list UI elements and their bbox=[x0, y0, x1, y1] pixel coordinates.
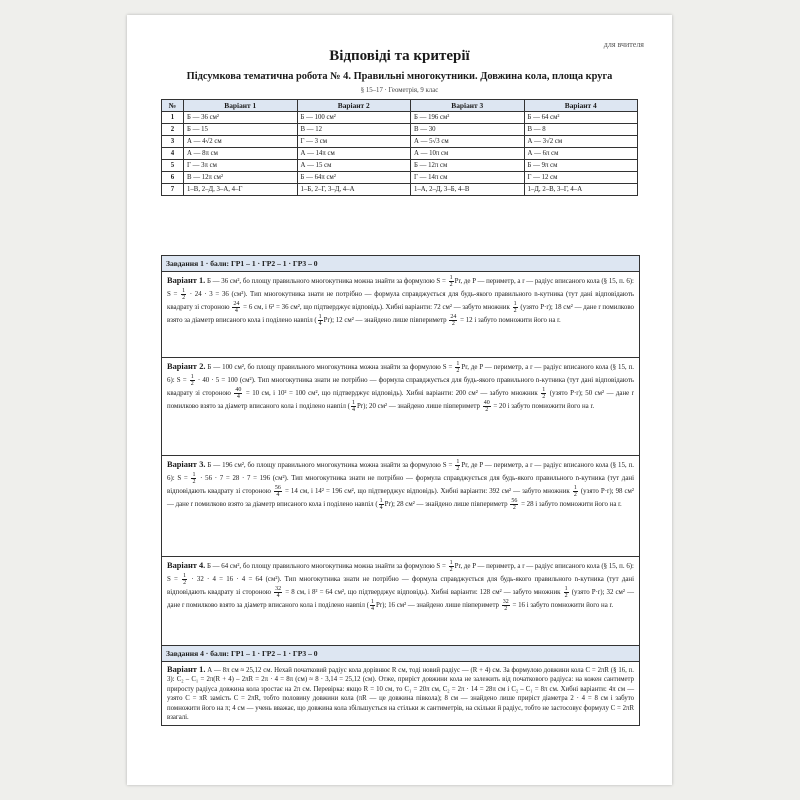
answer-cell: Г — 3π см bbox=[184, 160, 298, 172]
task-1-variant-1 bbox=[162, 272, 639, 358]
variant-text: = 6 см, і 6² = 36 см², що підтверджує відповідь). Хибні варіанти: 72 см² — забуто множник bbox=[243, 304, 510, 312]
row-number: 4 bbox=[162, 148, 184, 160]
table-row bbox=[162, 160, 638, 172]
variant-text: Б — 36 см², бо площу правильного многокутника можна знайти за формулою S = bbox=[207, 278, 446, 286]
answer-cell: Б — 64π см² bbox=[297, 172, 411, 184]
variant-text: · 32 · 4 = 16 · 4 = 64 (см²). Тип многокутника знати не потрібно — формула справджується для будь-якого правильного n-кутника (тут дані відповідають квадрату зі стороною bbox=[167, 576, 635, 597]
variant-text: (узято P·r); 18 см² — дане r помилково взято за діаметр вписаного кола і поділено навпіл ( bbox=[167, 304, 634, 325]
variant-text: · 56 · 7 = 28 · 7 = 196 (см²). Тип многокутника знати не потрібно — формула справджується для будь-якого правильного n-кутника (тут дані відповідають квадрату зі стороною bbox=[167, 475, 634, 496]
fraction: $\frac{1}{2}$ bbox=[564, 586, 568, 599]
variant-text: Pr, де P — периметр, а r — радіус вписаного кола (§ 15, п. 6): S = bbox=[167, 462, 634, 483]
variant-label: Варіант 1. bbox=[167, 665, 206, 674]
variant-text: Pr); 16 см² — знайдено лише півпериметр bbox=[376, 602, 499, 610]
variant-text: (узято P·r); 32 см² — дане r помилково взято за діаметр вписаного кола і поділено навпіл ( bbox=[167, 589, 634, 610]
variant-label: Варіант 2. bbox=[167, 362, 206, 372]
variant-text: · 40 · 5 = 100 (см²). Тип многокутника знати не потрібно — формула справджується для будь-якого правильного n-кутника (тут дані відповідають квадрату зі стороною bbox=[167, 377, 634, 398]
fraction: $\frac{1}{4}$ bbox=[351, 400, 355, 413]
answer-cell: 1–Б, 2–Г, 3–Д, 4–А bbox=[297, 184, 411, 196]
variant-text: = 14 см, і 14² = 196 см², що підтверджує відповідь). Хибні варіанти: 392 см² — забуто множник bbox=[284, 488, 570, 496]
variant-text: = 8 см, і 8² = 64 см², що підтверджує відповідь). Хибні варіанти: 128 см² — забуто множник bbox=[285, 589, 561, 597]
fraction: $\frac{1}{2}$ bbox=[456, 361, 460, 374]
variant-text: (узято P·r); 98 см² — дане r помилково взято за діаметр вписаного кола і поділено навпіл ( bbox=[167, 488, 634, 509]
header-cell: № bbox=[162, 100, 184, 112]
answer-cell: В — 30 bbox=[411, 124, 525, 136]
fraction: $\frac{1}{2}$ bbox=[456, 459, 460, 472]
section-note: § 15–17 · Геометрія, 9 клас bbox=[360, 87, 439, 94]
answer-cell: В — 8 bbox=[524, 124, 638, 136]
answer-cell: Г — 12 см bbox=[524, 172, 638, 184]
answer-cell: Б — 15 bbox=[184, 124, 298, 136]
variant-text: = 16 і забуто помножити його на r. bbox=[512, 602, 614, 610]
variant-text: · 24 · 3 = 36 (см²). Тип многокутника знати не потрібно — формула справджується для будь-якого правильного n-кутника (тут дані відповідають квадрату зі стороною bbox=[167, 291, 634, 312]
fraction: $\frac{32}{4}$ bbox=[275, 586, 282, 599]
fraction: $\frac{1}{2}$ bbox=[513, 301, 517, 314]
fraction: $\frac{1}{2}$ bbox=[192, 472, 196, 485]
task-1-header: Завдання 1 · бали: ГР1 – 1 · ГР2 – 1 · ГР3 – 0 bbox=[162, 256, 639, 272]
row-number: 6 bbox=[162, 172, 184, 184]
variant-text: Pr); 12 см² — знайдено лише півпериметр bbox=[323, 317, 447, 325]
table-row bbox=[162, 112, 638, 124]
fraction: $\frac{40}{2}$ bbox=[483, 400, 490, 413]
fraction: $\frac{56}{4}$ bbox=[274, 485, 281, 498]
header-cell: Варіант 2 bbox=[297, 100, 411, 112]
variant-label: Варіант 4. bbox=[167, 561, 206, 571]
header-cell: Варіант 4 bbox=[524, 100, 638, 112]
header-cell: Варіант 3 bbox=[411, 100, 525, 112]
row-number: 5 bbox=[162, 160, 184, 172]
answer-cell: 1–Д, 2–В, 3–Г, 4–А bbox=[524, 184, 638, 196]
variant-text: Б — 100 см², бо площу правильного многокутника можна знайти за формулою S = bbox=[207, 364, 453, 372]
task-1-variant-3 bbox=[162, 456, 639, 557]
variant-text: Pr); 28 см² — знайдено лише півпериметр bbox=[384, 501, 508, 509]
row-number: 3 bbox=[162, 136, 184, 148]
fraction: $\frac{24}{4}$ bbox=[233, 301, 240, 314]
answer-cell: Г — 3 см bbox=[297, 136, 411, 148]
variant-text: = 28 і забуто помножити його на r. bbox=[521, 501, 622, 509]
task-1-block bbox=[161, 255, 640, 655]
variant-text: (узято P·r); 50 см² — дане r помилково взято за діаметр вписаного кола і поділено навпіл ( bbox=[167, 390, 634, 411]
fraction: $\frac{1}{2}$ bbox=[573, 485, 577, 498]
for-teacher-note: для вчителя bbox=[603, 40, 644, 49]
fraction: $\frac{1}{2}$ bbox=[449, 560, 453, 573]
task-1-variant-4 bbox=[162, 557, 639, 654]
fraction: $\frac{1}{2}$ bbox=[449, 275, 453, 288]
answer-cell: Б — 64 см² bbox=[524, 112, 638, 124]
variant-text: = 20 і забуто помножити його на r. bbox=[493, 403, 595, 411]
answer-cell: А — 8π см bbox=[184, 148, 298, 160]
answer-table bbox=[161, 99, 638, 196]
fraction: $\frac{32}{2}$ bbox=[502, 599, 509, 612]
variant-text: Б — 196 см², бо площу правильного многокутника можна знайти за формулою S = bbox=[207, 462, 453, 470]
fraction: $\frac{40}{4}$ bbox=[235, 387, 242, 400]
variant-text: Pr, де P — периметр, а r — радіус вписаного кола (§ 15, п. 6): S = bbox=[167, 563, 634, 584]
row-number: 1 bbox=[162, 112, 184, 124]
fraction: $\frac{1}{2}$ bbox=[190, 374, 194, 387]
answer-cell: Б — 9π см bbox=[524, 160, 638, 172]
fraction: $\frac{1}{2}$ bbox=[182, 288, 186, 301]
task-4-variant-1 bbox=[162, 662, 639, 725]
table-row bbox=[162, 148, 638, 160]
fraction: $\frac{24}{2}$ bbox=[450, 314, 457, 327]
table-row bbox=[162, 136, 638, 148]
page-subtitle: Підсумкова тематична робота № 4. Правильні многокутники. Довжина кола, площа круга bbox=[186, 71, 613, 82]
row-number: 7 bbox=[162, 184, 184, 196]
answer-cell: А — 10π см bbox=[411, 148, 525, 160]
table-row bbox=[162, 172, 638, 184]
answer-cell: А — 14π см bbox=[297, 148, 411, 160]
header-cell: Варіант 1 bbox=[184, 100, 298, 112]
variant-text: А — 8π см ≈ 25,12 см. Нехай початковий радіус кола дорівнює R см, тоді новий радіус — (R + 4) см. За формулою довжини кола C = 2πR (§ 16, п. 3): C₂ – C₁ = 2π(R + 4) – 2πR = 2π · 4 = 8π (см) ≈ 8 · 3,14 = 25,12 (см). Отже, приріст довжини кола не залежить від початкового радіуса: на кожен сантиметр приросту радіуса довжина кола зростає на 2π см. Перевірка: якщо R = 10 см, то C₁ = 20π см, C₂ = 2π · 14 = 28π см і C₂ – C₁ = 8π см. Хибні варіанти: 4π см — узято C = πR замість C = 2πR, тобто половину довжини кола (πR — це довжина півкола); 8 см — знайдено лише приріст діаметра 2 · 4 = 8 см і забуто помножити його на π; 4 см — учень вважає, що довжина кола збільшується на стільки ж сантиметрів, на скільки й радіус, тобто не застосовує формулу C = 2πR взагалі. bbox=[167, 667, 635, 722]
variant-text: Pr); 20 см² — знайдено лише півпериметр bbox=[356, 403, 480, 411]
answer-cell: Б — 100 см² bbox=[297, 112, 411, 124]
fraction: $\frac{1}{2}$ bbox=[542, 387, 546, 400]
variant-label: Варіант 3. bbox=[167, 460, 206, 470]
answer-table-header bbox=[162, 100, 638, 112]
fraction: $\frac{1}{2}$ bbox=[183, 573, 187, 586]
answer-cell: Г — 14π см bbox=[411, 172, 525, 184]
variant-text: Pr, де P — периметр, а r — радіус вписаного кола (§ 15, п. 6): S = bbox=[167, 364, 634, 385]
page-title: Відповіді та критерії bbox=[329, 48, 470, 64]
table-row bbox=[162, 184, 638, 196]
row-number: 2 bbox=[162, 124, 184, 136]
answer-cell: А — 6π см bbox=[524, 148, 638, 160]
answer-cell: В — 12 bbox=[297, 124, 411, 136]
fraction: $\frac{1}{4}$ bbox=[379, 498, 383, 511]
variant-text: = 12 і забуто помножити його на r. bbox=[460, 317, 561, 325]
variant-label: Варіант 1. bbox=[167, 276, 206, 286]
answer-cell: 1–А, 2–Д, 3–Б, 4–В bbox=[411, 184, 525, 196]
table-row bbox=[162, 124, 638, 136]
fraction: $\frac{1}{4}$ bbox=[371, 599, 375, 612]
fraction: $\frac{1}{4}$ bbox=[318, 314, 322, 327]
variant-text: Pr, де P — периметр, а r — радіус вписаного кола (§ 15, п. 6): S = bbox=[167, 278, 634, 299]
fraction: $\frac{56}{2}$ bbox=[511, 498, 518, 511]
variant-text: = 10 см, і 10² = 100 см², що підтверджує відповідь). Хибні варіанти: 200 см² — забуто множник bbox=[245, 390, 538, 398]
answer-cell: А — 3√2 см bbox=[524, 136, 638, 148]
answer-cell: Б — 12π см bbox=[411, 160, 525, 172]
answer-cell: 1–В, 2–Д, 3–А, 4–Г bbox=[184, 184, 298, 196]
task-4-header: Завдання 4 · бали: ГР1 – 1 · ГР2 – 1 · ГР3 – 0 bbox=[162, 646, 639, 662]
variant-text: Б — 64 см², бо площу правильного многокутника можна знайти за формулою S = bbox=[207, 563, 446, 571]
answer-cell: А — 4√2 см bbox=[184, 136, 298, 148]
task-4-block bbox=[161, 645, 640, 726]
page-sheet bbox=[127, 15, 672, 785]
answer-cell: В — 12π см² bbox=[184, 172, 298, 184]
answer-cell: А — 5√3 см bbox=[411, 136, 525, 148]
task-1-variant-2 bbox=[162, 358, 639, 456]
answer-cell: Б — 196 см² bbox=[411, 112, 525, 124]
answer-cell: Б — 36 см² bbox=[184, 112, 298, 124]
answer-cell: А — 15 см bbox=[297, 160, 411, 172]
